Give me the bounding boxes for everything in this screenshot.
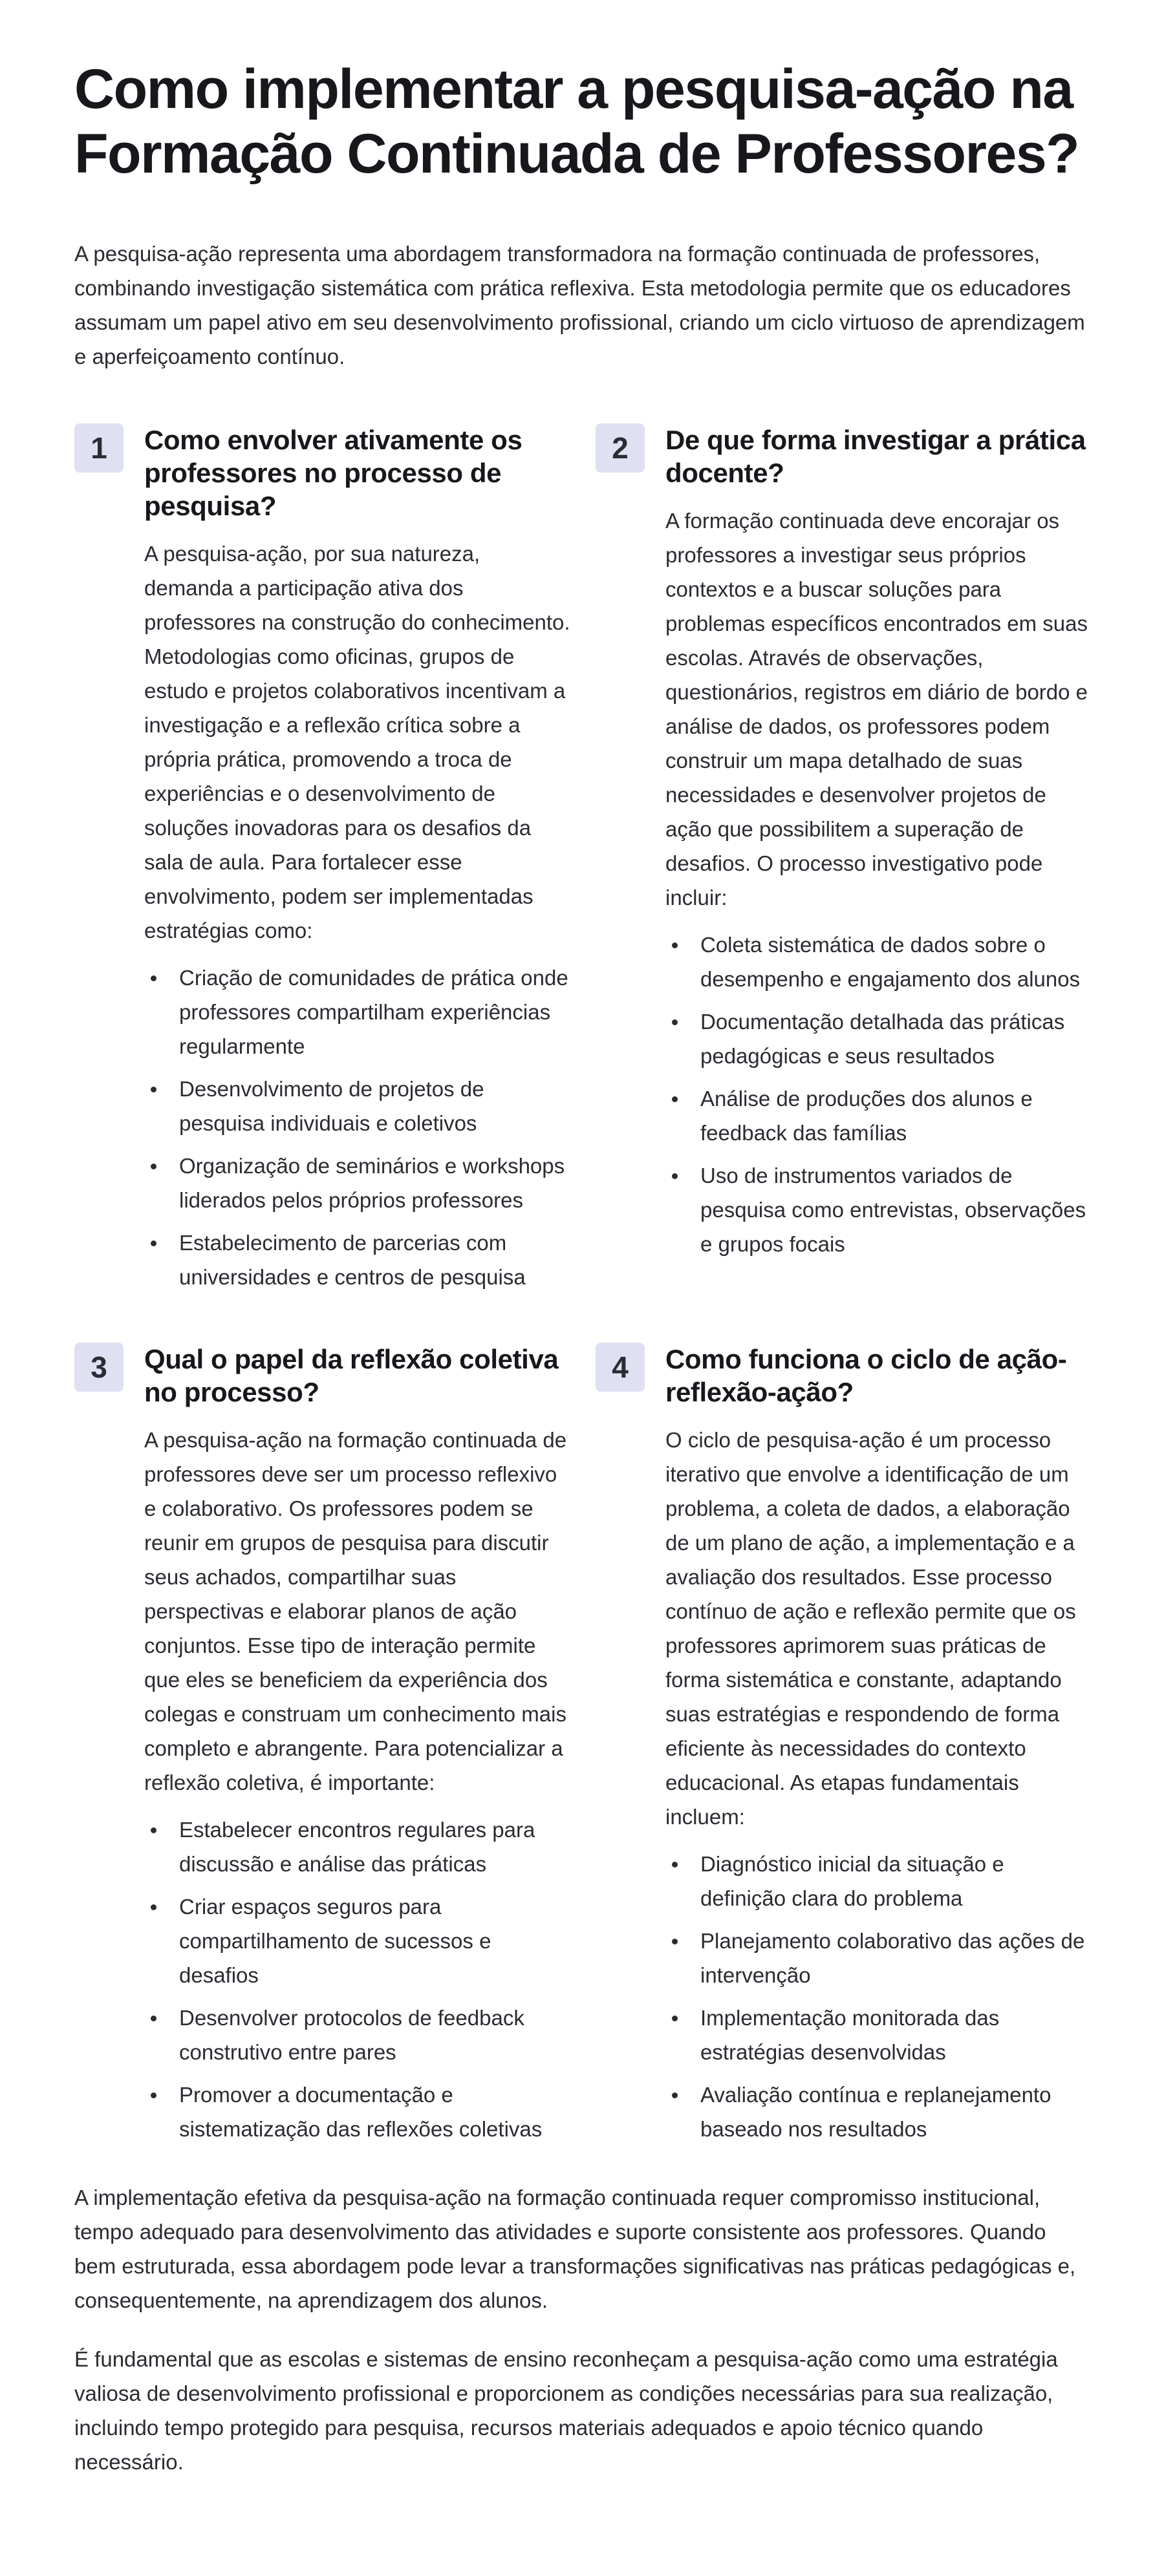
page-title: Como implementar a pesquisa-ação na Formação Continuada de Professores? (74, 58, 1079, 185)
list-item-text: Coleta sistemática de dados sobre o desempenho e engajamento dos alunos (700, 933, 1081, 991)
list-item-text: Criar espaços seguros para compartilhamento de sucessos e desafios (179, 1895, 491, 1987)
list-item (665, 1005, 1094, 1073)
bullet-icon (672, 2092, 678, 2098)
sections-grid (74, 423, 1090, 2155)
list-item (144, 1072, 572, 1140)
bullet-icon (151, 1164, 156, 1169)
list-item (144, 1149, 572, 1217)
bullet-list (665, 1847, 1094, 2146)
section-card-1 (74, 423, 572, 1303)
bullet-list (144, 1813, 572, 2146)
list-item (144, 961, 572, 1063)
list-item-text: Estabelecer encontros regulares para discussão e análise das práticas (179, 1818, 535, 1876)
list-item-text: Documentação detalhada das práticas pedagógicas e seus resultados (700, 1010, 1065, 1068)
list-item (665, 1081, 1094, 1150)
list-item (144, 1889, 572, 1992)
section-body (144, 1343, 572, 2155)
list-item-text: Planejamento colaborativo das ações de intervenção (700, 1929, 1085, 1987)
intro-paragraph: A pesquisa-ação representa uma abordagem transformadora na formação continuada de professores, combinando investigação sistemática com prática reflexiva. Esta metodologia permite que os educadores assumam um papel ativo em seu desenvolvimento profissional, criando um ciclo virtuoso de aprendizagem e aperfeiçoamento contínuo. (74, 242, 1085, 368)
bullet-list (665, 928, 1094, 1261)
list-item-text: Desenvolver protocolos de feedback construtivo entre pares (179, 2006, 524, 2064)
list-item-text: Promover a documentação e sistematização das reflexões coletivas (179, 2083, 543, 2141)
list-item (665, 928, 1094, 996)
section-body (144, 423, 572, 1303)
closing-paragraph-2: É fundamental que as escolas e sistemas de ensino reconheçam a pesquisa-ação como uma estratégia valiosa de desenvolvimento profissional e proporcionem as condições necessárias para sua realização, incluindo tempo protegido para pesquisa, recursos materiais adequados e apoio técnico quando necessário. (74, 2347, 1058, 2474)
list-item-text: Análise de produções dos alunos e feedback das famílias (700, 1087, 1033, 1145)
list-item (665, 2078, 1094, 2146)
list-item (665, 1924, 1094, 1992)
list-item-text: Avaliação contínua e replanejamento baseado nos resultados (700, 2083, 1051, 2141)
list-item (144, 2001, 572, 2069)
bullet-icon (672, 1096, 678, 1102)
section-text: A pesquisa-ação, por sua natureza, demanda a participação ativa dos professores na construção do conhecimento. Metodologias como oficinas, grupos de estudo e projetos colaborativos incentivam a investigação e a reflexão crítica sobre a própria prática, promovendo a troca de experiências e o desenvolvimento de soluções inovadoras para os desafios da sala de aula. Para fortalecer esse envolvimento, podem ser implementadas estratégias como: (144, 542, 570, 942)
bullet-icon (151, 975, 156, 981)
section-card-2 (596, 423, 1094, 1303)
list-item-text: Desenvolvimento de projetos de pesquisa individuais e coletivos (179, 1077, 484, 1135)
section-body (665, 1343, 1094, 2155)
list-item-text: Diagnóstico inicial da situação e definição clara do problema (700, 1852, 1004, 1910)
section-number-badge: 1 (74, 423, 124, 473)
section-card-4 (596, 1343, 1094, 2155)
bullet-list (144, 961, 572, 1294)
section-text: O ciclo de pesquisa-ação é um processo iterativo que envolve a identificação de um problema, a coleta de dados, a elaboração de um plano de ação, a implementação e a avaliação dos resultados. Esse processo contínuo de ação e reflexão permite que os professores aprimorem suas práticas de forma sistemática e constante, adaptando suas estratégias e respondendo de forma eficiente às necessidades do contexto educacional. As etapas fundamentais incluem: (665, 1428, 1076, 1829)
bullet-icon (151, 1087, 156, 1092)
section-text: A pesquisa-ação na formação continuada de professores deve ser um processo reflexivo e colaborativo. Os professores podem se reunir em grupos de pesquisa para discutir seus achados, compartilhar suas perspectivas e elaborar planos de ação conjuntos. Esse tipo de interação permite que eles se beneficiem da experiência dos colegas e construam um conhecimento mais completo e abrangente. Para potencializar a reflexão coletiva, é importante: (144, 1428, 567, 1794)
section-body (665, 423, 1094, 1270)
list-item (665, 1158, 1094, 1261)
list-item (144, 1813, 572, 1881)
section-title: Como envolver ativamente os professores no processo de pesquisa? (144, 425, 523, 521)
bullet-icon (672, 2016, 678, 2021)
list-item (144, 2078, 572, 2146)
list-item (144, 1226, 572, 1294)
section-number-badge: 4 (596, 1343, 645, 1392)
section-number-badge: 2 (596, 423, 645, 473)
section-title: Como funciona o ciclo de ação-reflexão-ação? (665, 1344, 1067, 1407)
section-text: A formação continuada deve encorajar os professores a investigar seus próprios contextos e a buscar soluções para problemas específicos encontrados em suas escolas. Através de observações, questionários, registros em diário de bordo e análise de dados, os professores podem construir um mapa detalhado de suas necessidades e desenvolver projetos de ação que possibilitem a superação de desafios. O processo investigativo pode incluir: (665, 509, 1088, 910)
section-title: Qual o papel da reflexão coletiva no processo? (144, 1344, 559, 1407)
list-item-text: Estabelecimento de parcerias com universidades e centros de pesquisa (179, 1231, 526, 1289)
list-item-text: Criação de comunidades de prática onde professores compartilham experiências regularmente (179, 966, 568, 1058)
list-item (665, 1847, 1094, 1915)
section-title: De que forma investigar a prática docente? (665, 425, 1086, 488)
closing-paragraph-1: A implementação efetiva da pesquisa-ação na formação continuada requer compromisso institucional, tempo adequado para desenvolvimento das atividades e suporte consistente aos professores. Quando bem estruturada, essa abordagem pode levar a transformações significativas nas práticas pedagógicas e, consequentemente, na aprendizagem dos alunos. (74, 2186, 1076, 2312)
section-card-3 (74, 1343, 572, 2155)
list-item-text: Organização de seminários e workshops liderados pelos próprios professores (179, 1154, 565, 1212)
bullet-icon (672, 1019, 678, 1025)
list-item-text: Implementação monitorada das estratégias desenvolvidas (700, 2006, 1000, 2064)
bullet-icon (151, 1240, 156, 1246)
bullet-icon (672, 1173, 678, 1179)
bullet-icon (151, 2092, 156, 2098)
list-item-text: Uso de instrumentos variados de pesquisa como entrevistas, observações e grupos focais (700, 1164, 1086, 1256)
list-item (665, 2001, 1094, 2069)
bullet-icon (151, 1827, 156, 1833)
bullet-icon (151, 2016, 156, 2021)
section-number-badge: 3 (74, 1343, 124, 1392)
bullet-icon (672, 1939, 678, 1944)
bullet-icon (672, 1862, 678, 1868)
bullet-icon (151, 1904, 156, 1910)
bullet-icon (672, 942, 678, 948)
